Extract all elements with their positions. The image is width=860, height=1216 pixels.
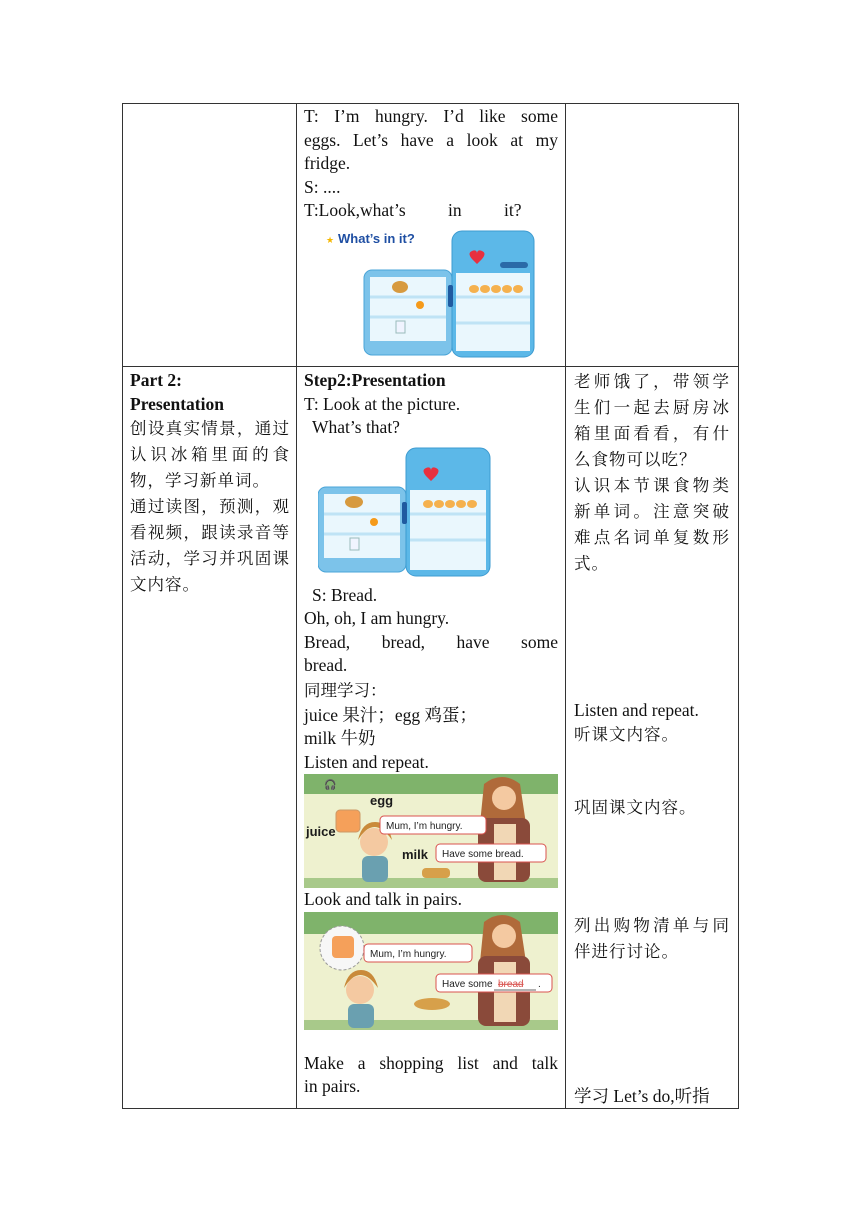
row2-right-cell xyxy=(574,369,730,1106)
text-line: 同理学习： xyxy=(304,680,387,700)
text-line: S: Bread. xyxy=(312,584,378,605)
svg-text:🎧: 🎧 xyxy=(324,780,337,791)
text-line: bread. xyxy=(304,655,348,675)
consolidate-note: 巩固课文内容。 xyxy=(574,798,697,817)
text-line: Listen and repeat. xyxy=(304,751,429,772)
word-milk: milk xyxy=(402,847,429,862)
text-line: Bread, bread, have some xyxy=(304,631,558,652)
shopping-list-note: 列出购物清单与同伴进行讨论。 xyxy=(574,916,730,961)
scene-talk-in-pairs xyxy=(304,912,558,1030)
objective-text: 创设真实情景，通过认识冰箱里面的食物，学习新单词。 xyxy=(130,419,290,490)
row1-middle-cell xyxy=(304,105,558,367)
text-line: fridge. xyxy=(304,153,351,173)
word-juice: juice xyxy=(306,824,336,839)
speech-bubble-child: Mum, I’m hungry. xyxy=(370,948,447,960)
text-line: Look and talk in pairs. xyxy=(304,889,462,909)
activity-text: 通过读图，预测，观看视频，跟读录音等活动，学习并巩固课文内容。 xyxy=(130,497,290,594)
figure-title: What’s in it? xyxy=(338,230,415,246)
text-line: Oh, oh, I am hungry. xyxy=(304,608,450,628)
listen-text-note: 听课文内容。 xyxy=(574,725,679,744)
bubble-period: . xyxy=(538,978,541,990)
fridge-picture xyxy=(318,442,528,582)
text-line: in pairs. xyxy=(304,1076,361,1096)
lets-do-note: 学习 Let’s do,听指 xyxy=(574,1086,710,1106)
teacher-intent-text: 老师饿了，带领学生们一起去厨房冰箱里面看看，有什么食物可以吃？ xyxy=(574,372,730,469)
table-border-left xyxy=(122,103,123,1109)
text-line: What’s that? xyxy=(312,417,400,437)
text-line: eggs. Let’s have a look at my xyxy=(304,129,558,150)
text-line: T: Look at the picture. xyxy=(304,393,461,414)
scene-listen-repeat xyxy=(304,774,558,888)
word-egg: egg xyxy=(370,793,394,808)
vocab-goal-text: 认识本节课食物类新单词。注意突破难点名词单复数形式。 xyxy=(574,476,730,573)
lesson-table xyxy=(122,103,739,1109)
row2-middle-cell xyxy=(304,369,558,1099)
table-border-right xyxy=(738,103,739,1109)
crossed-word: bread xyxy=(498,978,524,990)
part-subheading: Presentation xyxy=(130,393,224,414)
text-line: T: I’m hungry. I’d like some xyxy=(304,106,558,126)
fridge-illustration xyxy=(304,225,536,365)
listen-repeat-note: Listen and repeat. xyxy=(574,700,699,720)
text-line: Make a shopping list and talk xyxy=(304,1052,558,1073)
star-icon: ★ xyxy=(326,234,335,245)
step-heading: Step2:Presentation xyxy=(304,370,446,390)
row2-left-cell xyxy=(130,369,290,598)
text-line: milk 牛奶 xyxy=(304,728,376,748)
column-divider-1 xyxy=(296,103,297,1109)
speech-bubble-mum: Have some bread. xyxy=(442,849,524,860)
speech-bubble-mum: Have some xyxy=(442,978,493,990)
speech-bubble-child: Mum, I’m hungry. xyxy=(386,821,463,832)
table-border-top xyxy=(122,103,739,104)
text-line: juice 果汁；egg 鸡蛋； xyxy=(304,704,478,725)
column-divider-2 xyxy=(565,103,566,1109)
text-line: S: .... xyxy=(304,176,341,197)
part-heading: Part 2: xyxy=(130,370,182,390)
text-line: T:Look,what’s in it? xyxy=(304,200,522,220)
